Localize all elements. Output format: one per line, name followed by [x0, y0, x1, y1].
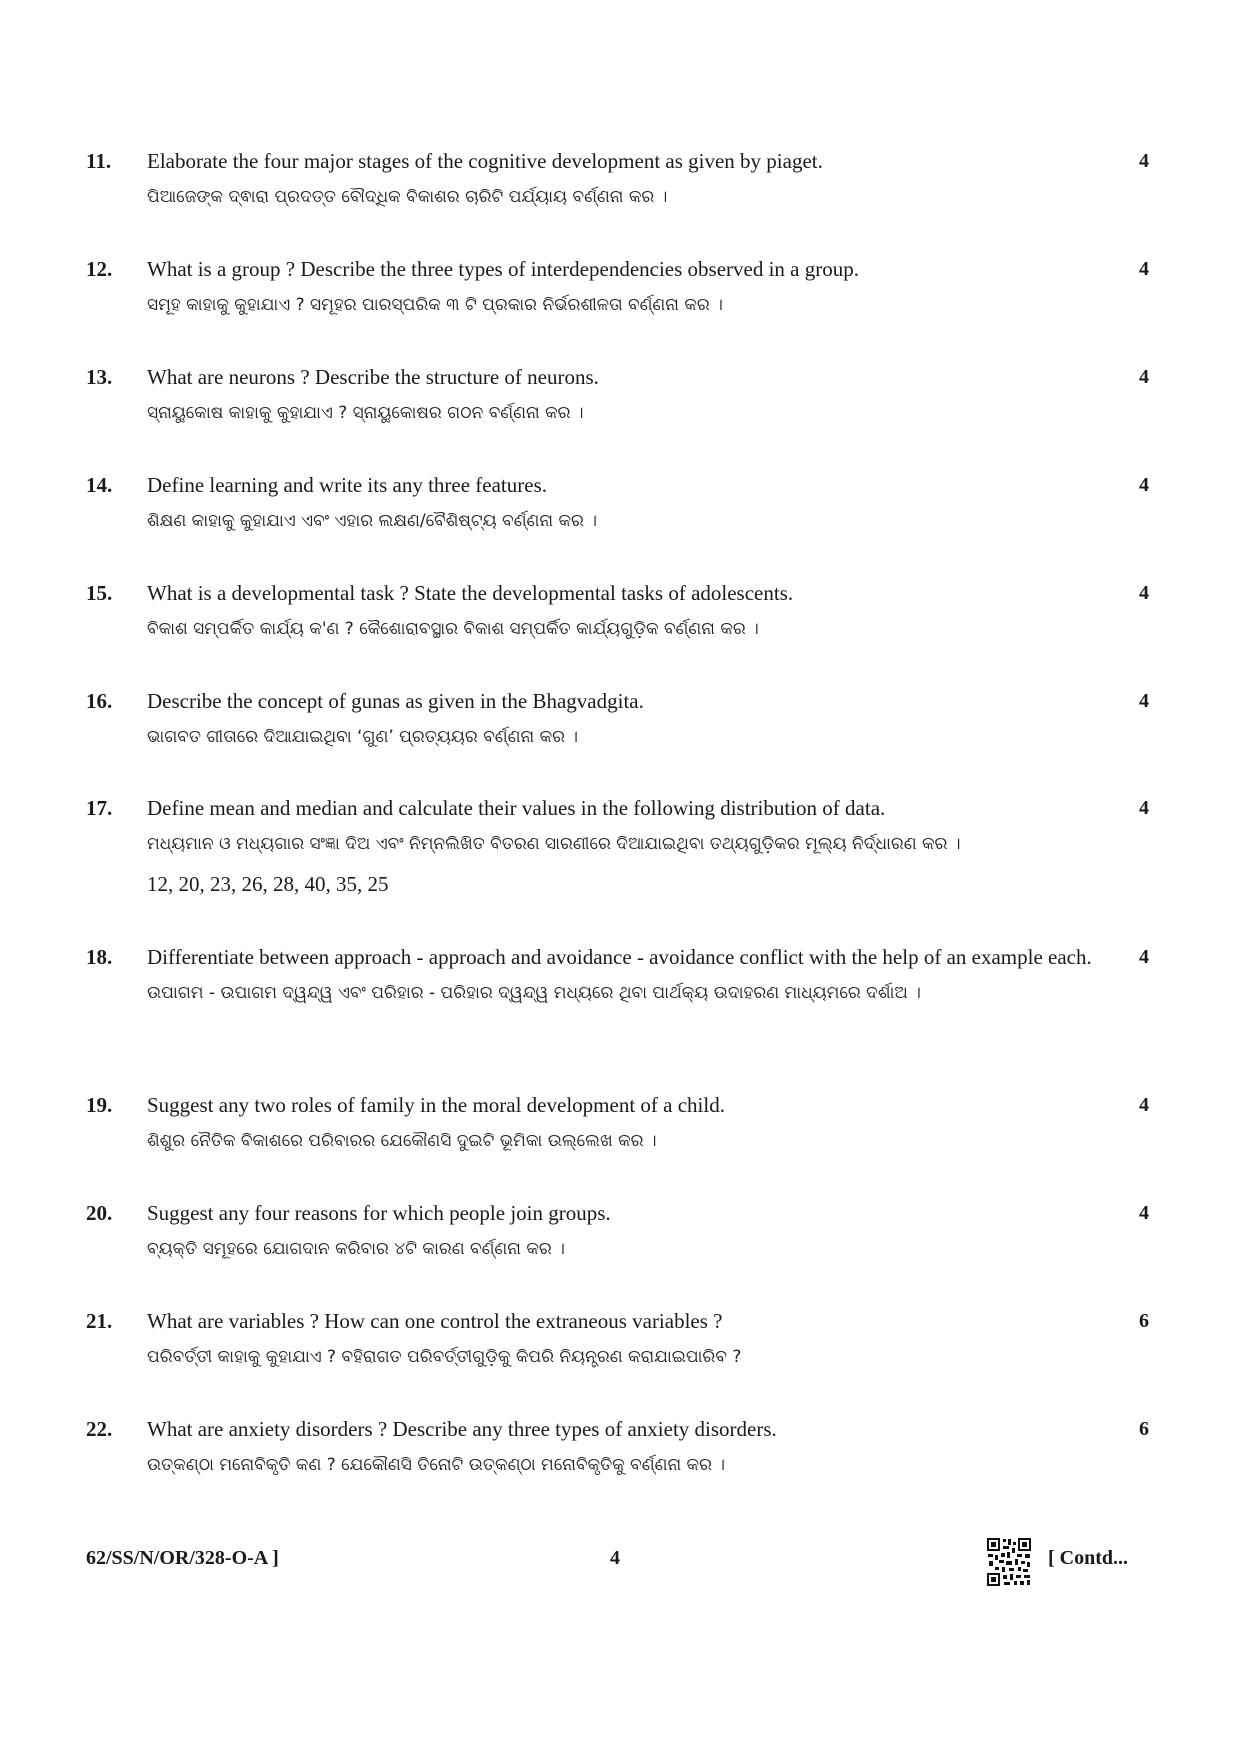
question-english: Define mean and median and calculate their values in the following distribution of data.	[147, 796, 886, 820]
question-odia: ବିକାଶ ସମ୍ପର୍କିତ କାର୍ଯ୍ୟ କ'ଣ ? କୈଶୋରାବସ୍ଥାର ବିକାଶ ସମ୍ପର୍କିତ କାର୍ଯ୍ୟଗୁଡ଼ିକ ବର୍ଣ୍ଣନା କର ।	[147, 619, 759, 639]
question-number: 13.	[86, 365, 113, 389]
question-number: 19.	[86, 1093, 113, 1117]
question-odia: ସ୍ନାୟୁକୋଷ କାହାକୁ କୁହାଯାଏ ? ସ୍ନାୟୁକୋଷର ଗଠନ ବର୍ଣ୍ଣନା କର ।	[147, 403, 584, 423]
question-number: 16.	[86, 689, 113, 713]
question-number: 17.	[86, 796, 113, 820]
question-text	[147, 147, 1097, 209]
question-odia: ଶିଶୁର ନୈତିକ ବିକାଶରେ ପରିବାରର ଯେକୌଣସି ଦୁଇଟି ଭୂମିକା ଉଲ୍ଲେଖ କର ।	[147, 1131, 657, 1151]
question-text	[147, 943, 1097, 1005]
question-number: 22.	[86, 1417, 113, 1441]
question-marks: 4	[1139, 474, 1149, 496]
question-marks: 4	[1139, 150, 1149, 172]
question-number: 15.	[86, 581, 113, 605]
question-text	[147, 255, 1097, 317]
question-number: 12.	[86, 257, 113, 281]
question-odia: ସମୂହ କାହାକୁ କୁହାଯାଏ ? ସମୂହର ପାରସ୍ପରିକ ୩ ଟି ପ୍ରକାର ନିର୍ଭରଶୀଳତା ବର୍ଣ୍ଣନା କର ।	[147, 295, 723, 315]
question-text	[147, 471, 1097, 533]
continued-label: [ Contd...	[1048, 1547, 1129, 1569]
question-text	[147, 687, 1097, 749]
question-english: What are variables ? How can one control the extraneous variables ?	[147, 1309, 723, 1333]
question-odia: ପିଆଜେଙ୍କ ଦ୍ଵାରା ପ୍ରଦତ୍ତ ବୌଦ୍ଧିକ ବିକାଶର ଚାରିଟି ପର୍ଯ୍ୟାୟ ବର୍ଣ୍ଣନା କର ।	[147, 187, 668, 207]
question-english: What are neurons ? Describe the structure of neurons.	[147, 365, 599, 389]
page-footer	[0, 1537, 1240, 1597]
question-english: Suggest any two roles of family in the moral development of a child.	[147, 1093, 725, 1117]
question-english: Define learning and write its any three features.	[147, 473, 547, 497]
question-marks: 6	[1139, 1310, 1149, 1332]
question-odia: ମଧ୍ୟମାନ ଓ ମଧ୍ୟଗାର ସଂଜ୍ଞା ଦିଅ ଏବଂ ନିମ୍ନଲିଖିତ ବିତରଣ ସାରଣୀରେ ଦିଆଯାଇଥିବା ତଥ୍ୟଗୁଡ଼ିକର ମୂଲ୍ୟ ନିର୍ଦ୍ଧାରଣ କର ।	[147, 834, 961, 854]
paper-code: 62/SS/N/OR/328-O-A ]	[86, 1547, 279, 1569]
question-text	[147, 1199, 1097, 1261]
page-number: 4	[610, 1547, 620, 1569]
question-marks: 4	[1139, 258, 1149, 280]
question-number: 18.	[86, 945, 113, 969]
question-odia: ଶିକ୍ଷଣ କାହାକୁ କୁହାଯାଏ ଏବଂ ଏହାର ଲକ୍ଷଣ/ବୈଶିଷ୍ଟ୍ୟ ବର୍ଣ୍ଣନା କର ।	[147, 511, 597, 531]
question-marks: 4	[1139, 582, 1149, 604]
question-number: 11.	[86, 149, 112, 173]
question-odia: ଉତ୍କଣ୍ଠା ମନୋବିକୃତି କଣ ? ଯେକୌଣସି ତିନୋଟି ଉତ୍କଣ୍ଠା ମନୋବିକୃତିକୁ ବର୍ଣ୍ଣନା କର ।	[147, 1455, 726, 1475]
question-marks: 4	[1139, 690, 1149, 712]
question-odia: ଉପାଗମ - ଉପାଗମ ଦ୍ୱନ୍ଦ୍ୱ ଏବଂ ପରିହାର - ପରିହାର ଦ୍ୱନ୍ଦ୍ୱ ମଧ୍ୟରେ ଥିବା ପାର୍ଥକ୍ୟ ଉଦାହରଣ ମାଧ୍ୟମରେ ଦର୍ଶାଅ ।	[147, 983, 921, 1003]
question-data-values: 12, 20, 23, 26, 28, 40, 35, 25	[147, 872, 389, 896]
question-number: 21.	[86, 1309, 113, 1333]
question-english: Suggest any four reasons for which people join groups.	[147, 1201, 611, 1225]
question-marks: 4	[1139, 366, 1149, 388]
question-english: Describe the concept of gunas as given in the Bhagvadgita.	[147, 689, 644, 713]
question-number: 20.	[86, 1201, 113, 1225]
question-english: Differentiate between approach - approach and avoidance - avoidance conflict with the help of an example each.	[147, 945, 1092, 969]
question-marks: 4	[1139, 1094, 1149, 1116]
question-odia: ବ୍ୟକ୍ତି ସମୂହରେ ଯୋଗଦାନ କରିବାର ୪ଟି କାରଣ ବର୍ଣ୍ଣନା କର ।	[147, 1239, 565, 1259]
question-english: What is a group ? Describe the three types of interdependencies observed in a group.	[147, 257, 859, 281]
question-marks: 4	[1139, 946, 1149, 968]
question-text	[147, 363, 1097, 425]
question-marks: 6	[1139, 1418, 1149, 1440]
question-marks: 4	[1139, 797, 1149, 819]
question-text	[147, 1415, 1097, 1477]
qr-code-icon	[986, 1537, 1032, 1587]
question-marks: 4	[1139, 1202, 1149, 1224]
question-text	[147, 1307, 1097, 1369]
question-english: Elaborate the four major stages of the cognitive development as given by piaget.	[147, 149, 823, 173]
question-english: What are anxiety disorders ? Describe any three types of anxiety disorders.	[147, 1417, 777, 1441]
question-odia: ପରିବର୍ତ୍ତୀ କାହାକୁ କୁହାଯାଏ ? ବହିରାଗତ ପରିବର୍ତ୍ତୀଗୁଡ଼ିକୁ କିପରି ନିୟନ୍ତ୍ରଣ କରାଯାଇପାରିବ ?	[147, 1347, 742, 1367]
question-odia: ଭାଗବତ ଗୀତାରେ ଦିଆଯାଇଥିବା ‘ଗୁଣ’ ପ୍ରତ୍ୟୟର ବର୍ଣ୍ଣନା କର ।	[147, 727, 579, 747]
question-number: 14.	[86, 473, 113, 497]
question-english: What is a developmental task ? State the developmental tasks of adolescents.	[147, 581, 794, 605]
question-text	[147, 1091, 1097, 1153]
question-text	[147, 579, 1097, 641]
question-text	[147, 794, 1097, 898]
